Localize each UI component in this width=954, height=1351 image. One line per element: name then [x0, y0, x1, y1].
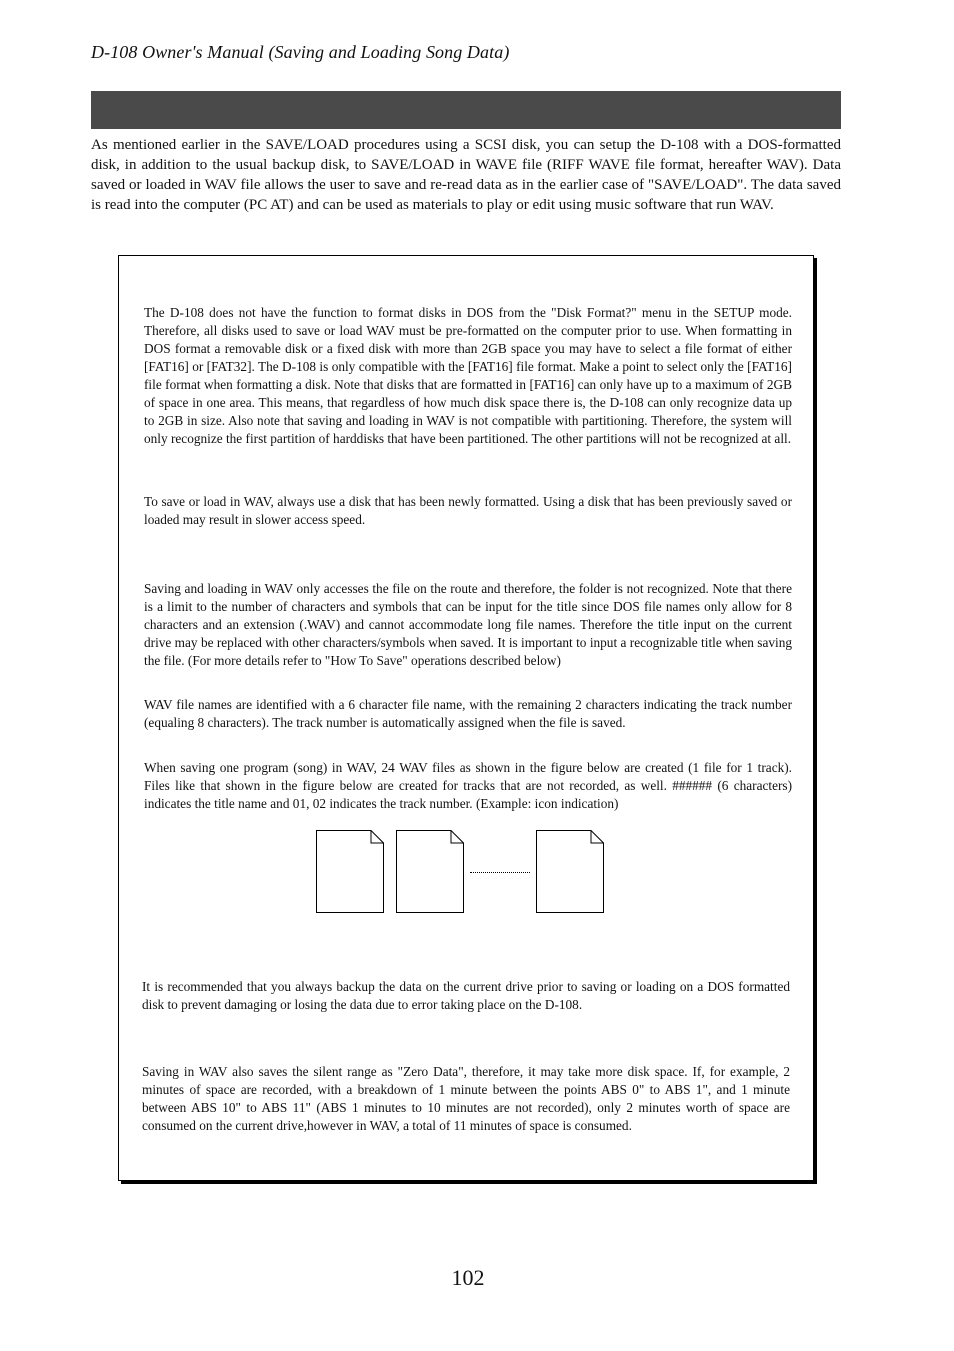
- document-icon: [316, 830, 384, 913]
- note-disk-format-paragraph: The D-108 does not have the function to format disks in DOS from the "Disk Format?" menu in the SETUP mode. Therefore, all disks used to save or load WAV must be pre-formatted on the computer prior to use. When formatting in DOS format a removable disk or a fixed disk with more than 2GB space you may have to select a file format of either [FAT16] or [FAT32]. The D-108 is only compatible with the [FAT16] file format. Make a point to select only the [FAT16] file format when formatting a disk. Note that disks that are formatted in [FAT16] can only have up to a maximum of 2GB of space in one area. This means, that regardless of how much disk space there is, the D-108 can only recognize data up to 2GB in size. Also note that saving and loading in WAV is not compatible with partitioning. Therefore, the system will only recognize the first partition of harddisks that have been partitioned. The other partitions will not be recognized at all.: [144, 305, 792, 446]
- note-file-names-paragraph: Saving and loading in WAV only accesses the file on the route and therefore, the folder is not recognized. Note that there is a limit to the number of characters and symbols that can be input for the title since DOS file names only allow for 8 characters and an extension (.WAV) and cannot accommodate long file names. Therefore the title input on the current drive may be replaced with other characters/symbols when saved. It is important to input a recognizable title when saving the file. (For more details refer to "How To Save" operations described below): [144, 581, 792, 668]
- note-wav-files-paragraph: When saving one program (song) in WAV, 24 WAV files as shown in the figure below are created (1 file for 1 track). Files like that shown in the figure below are created for tracks that are not recorded, as well. ###### (6 characters) indicates the title name and 01, 02 indicates the track number. (Example: icon indication): [144, 760, 792, 811]
- note-track-number-paragraph: WAV file names are identified with a 6 character file name, with the remaining 2 characters indicating the track number (equaling 8 characters). The track number is automatically assigned when the file is saved.: [144, 697, 792, 730]
- note-backup-paragraph: It is recommended that you always backup the data on the current drive prior to saving or loading on a DOS formatted disk to prevent damaging or losing the data due to error taking place on the D-108.: [142, 979, 790, 1012]
- dotted-connector: [470, 872, 530, 873]
- document-icon: [396, 830, 464, 913]
- running-header: D-108 Owner's Manual (Saving and Loading Song Data): [91, 42, 510, 62]
- note-new-disk-paragraph: To save or load in WAV, always use a disk that has been newly formatted. Using a disk that has been previously saved or loaded may result in slower access speed.: [144, 494, 792, 527]
- intro-paragraph: As mentioned earlier in the SAVE/LOAD procedures using a SCSI disk, you can setup the D-108 with a DOS-formatted disk, in addition to the usual backup disk, to SAVE/LOAD in WAVE file (RIFF WAVE file format, hereafter WAV). Data saved or loaded in WAV file allows the user to save and re-read data as in the earlier case of "SAVE/LOAD". The data saved is read into the computer (PC AT) and can be used as materials to play or edit using music software that run WAV.: [91, 137, 841, 213]
- page-number: 102: [451, 1265, 485, 1290]
- section-title-bar: [91, 91, 841, 129]
- document-icon: [536, 830, 604, 913]
- note-zero-data-paragraph: Saving in WAV also saves the silent range as "Zero Data", therefore, it may take more disk space. If, for example, 2 minutes of space are recorded, with a breakdown of 1 minute between the points ABS 0" to ABS 1", and 1 minute between ABS 10" to ABS 11" (ABS 1 minutes to 10 minutes are not recorded), only 2 minutes worth of space are consumed on the current drive,however in WAV, a total of 11 minutes of space is consumed.: [142, 1064, 790, 1133]
